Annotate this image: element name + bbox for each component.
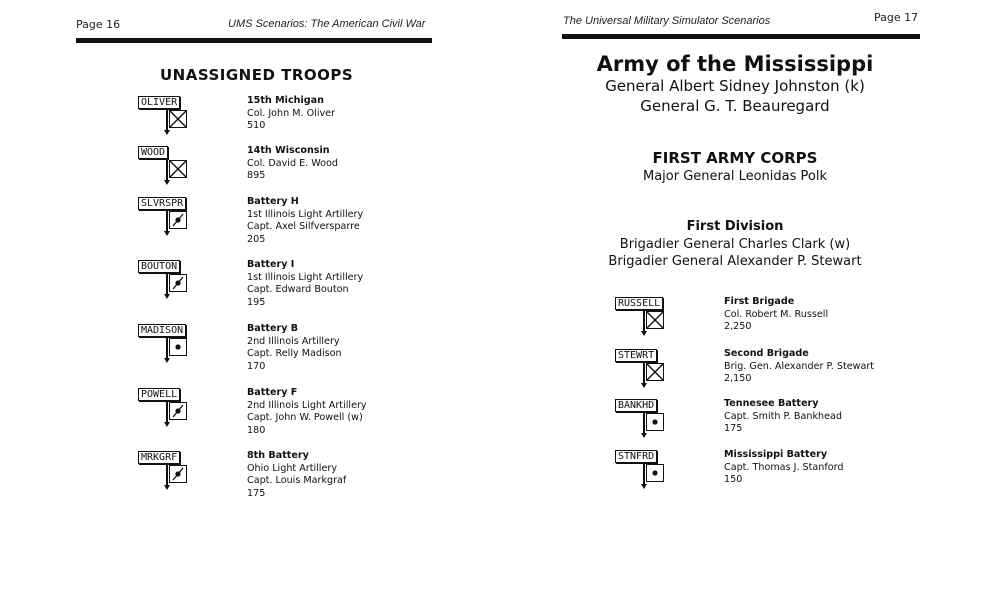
unit-symbol bbox=[138, 96, 198, 136]
unit-info bbox=[247, 323, 342, 373]
unit-strength: 170 bbox=[247, 360, 266, 372]
division-heading bbox=[485, 218, 985, 270]
artillery-slash-symbol-icon bbox=[170, 212, 186, 228]
division-commander: Brigadier General Charles Clark (w) bbox=[619, 237, 851, 252]
arrow-down-icon bbox=[164, 231, 170, 236]
unit-symbol bbox=[615, 297, 675, 337]
unit-box bbox=[169, 160, 187, 178]
unit-info bbox=[724, 449, 843, 487]
unit-tag: MRKGRF bbox=[138, 451, 180, 464]
unit-box bbox=[169, 402, 187, 420]
unit-box bbox=[646, 311, 664, 329]
unit-strength: 205 bbox=[247, 233, 266, 245]
unit-info bbox=[247, 196, 363, 246]
unit-detail: Capt. John W. Powell (w) bbox=[247, 412, 363, 423]
unit-tag: MADISON bbox=[138, 324, 186, 337]
infantry-symbol-icon bbox=[170, 111, 186, 127]
arrow-down-icon bbox=[641, 331, 647, 336]
unit-detail: Col. John M. Oliver bbox=[247, 107, 336, 119]
infantry-symbol-icon bbox=[170, 161, 186, 177]
unit-detail: Col. Robert M. Russell bbox=[724, 308, 829, 320]
unit-box bbox=[169, 465, 187, 483]
unit-symbol bbox=[138, 324, 198, 364]
unit-name: First Brigade bbox=[724, 296, 795, 307]
arrow-down-icon bbox=[164, 294, 170, 299]
artillery-symbol-icon bbox=[647, 414, 663, 430]
header-title: UMS Scenarios: The American Civil War bbox=[228, 18, 426, 30]
unit-strength: 510 bbox=[247, 120, 266, 131]
artillery-slash-symbol-icon bbox=[170, 275, 186, 291]
arrow-down-icon bbox=[641, 383, 647, 388]
unit-name: Battery H bbox=[247, 196, 299, 207]
unit-tag: STEWRT bbox=[615, 349, 657, 362]
infantry-symbol-icon bbox=[647, 312, 663, 328]
arrow-down-icon bbox=[641, 433, 647, 438]
unit-box bbox=[169, 274, 187, 292]
unit-strength: 180 bbox=[247, 424, 266, 436]
artillery-symbol-icon bbox=[170, 339, 186, 355]
unit-detail: 1st Illinois Light Artillery bbox=[247, 271, 364, 283]
unit-info bbox=[247, 145, 338, 183]
unit-name: Battery I bbox=[247, 259, 295, 270]
arrow-down-icon bbox=[641, 484, 647, 489]
unit-box bbox=[169, 110, 187, 128]
unit-box bbox=[646, 363, 664, 381]
unit-box bbox=[646, 413, 664, 431]
unit-info bbox=[247, 259, 363, 309]
division-commander: Brigadier General Alexander P. Stewart bbox=[608, 254, 862, 269]
arrow-down-icon bbox=[164, 422, 170, 427]
unit-tag: POWELL bbox=[138, 388, 180, 401]
unit-info bbox=[724, 398, 842, 436]
unit-tag: BOUTON bbox=[138, 260, 180, 273]
unit-strength: 150 bbox=[724, 474, 743, 485]
unit-symbol bbox=[615, 349, 675, 389]
unit-name: 8th Battery bbox=[247, 450, 309, 461]
arrow-down-icon bbox=[164, 485, 170, 490]
artillery-slash-symbol-icon bbox=[170, 466, 186, 482]
artillery-symbol-icon bbox=[647, 465, 663, 481]
unit-info bbox=[247, 450, 346, 500]
unit-tag: RUSSELL bbox=[615, 297, 663, 310]
corps-title: FIRST ARMY CORPS bbox=[652, 149, 818, 167]
unit-name: Second Brigade bbox=[724, 348, 809, 359]
unit-symbol bbox=[138, 197, 198, 237]
right-page bbox=[500, 0, 1000, 610]
unit-symbol bbox=[615, 450, 675, 490]
unit-strength: 2,250 bbox=[724, 321, 752, 332]
unit-detail: Capt. Relly Madison bbox=[247, 348, 342, 359]
unit-detail: Capt. Thomas J. Stanford bbox=[724, 461, 844, 473]
artillery-slash-symbol-icon bbox=[170, 403, 186, 419]
unit-info bbox=[247, 387, 367, 437]
unit-detail: 1st Illinois Light Artillery bbox=[247, 208, 364, 220]
army-title: Army of the Mississippi bbox=[596, 52, 874, 76]
army-commander: General G. T. Beauregard bbox=[640, 97, 830, 115]
page-number: Page 16 bbox=[76, 18, 121, 31]
unit-detail: Capt. Edward Bouton bbox=[247, 284, 349, 295]
unit-detail: Col. David E. Wood bbox=[247, 157, 338, 169]
unit-box bbox=[169, 338, 187, 356]
unit-symbol bbox=[138, 388, 198, 428]
unit-name: Battery F bbox=[247, 387, 298, 398]
unit-box bbox=[169, 211, 187, 229]
unit-symbol bbox=[138, 451, 198, 491]
header-rule bbox=[76, 38, 432, 43]
unit-symbol bbox=[138, 260, 198, 300]
header-title: The Universal Military Simulator Scenarios bbox=[563, 15, 771, 27]
division-title: First Division bbox=[686, 219, 784, 234]
unit-strength: 195 bbox=[247, 296, 266, 308]
army-commander: General Albert Sidney Johnston (k) bbox=[605, 77, 865, 95]
unit-tag: OLIVER bbox=[138, 96, 180, 109]
unit-tag: BANKHD bbox=[615, 399, 657, 412]
corps-commander: Major General Leonidas Polk bbox=[643, 169, 827, 184]
unit-detail: 2nd Illinois Light Artillery bbox=[247, 399, 367, 411]
unit-info bbox=[724, 296, 828, 334]
unit-symbol bbox=[615, 399, 675, 439]
unit-tag: WOOD bbox=[138, 146, 168, 159]
unit-tag: SLVRSPR bbox=[138, 197, 186, 210]
header-rule bbox=[562, 34, 920, 39]
unit-strength: 2,150 bbox=[724, 373, 752, 384]
infantry-symbol-icon bbox=[647, 364, 663, 380]
unit-strength: 175 bbox=[724, 423, 743, 434]
unit-name: Tennesee Battery bbox=[724, 398, 819, 409]
unit-strength: 895 bbox=[247, 170, 266, 181]
unit-detail: Capt. Smith P. Bankhead bbox=[724, 410, 842, 422]
army-heading bbox=[485, 52, 985, 116]
arrow-down-icon bbox=[164, 180, 170, 185]
arrow-down-icon bbox=[164, 358, 170, 363]
section-title: UNASSIGNED TROOPS bbox=[160, 66, 354, 84]
unit-name: Battery B bbox=[247, 323, 299, 334]
unit-info bbox=[724, 348, 874, 386]
arrow-down-icon bbox=[164, 130, 170, 135]
unit-strength: 175 bbox=[247, 487, 266, 499]
unit-detail: Ohio Light Artillery bbox=[247, 462, 337, 474]
unit-detail: Brig. Gen. Alexander P. Stewart bbox=[724, 360, 875, 372]
page-number: Page 17 bbox=[874, 11, 919, 24]
unit-detail: Capt. Louis Markgraf bbox=[247, 475, 347, 486]
unit-detail: 2nd Illinois Artillery bbox=[247, 335, 340, 347]
unit-name: 14th Wisconsin bbox=[247, 145, 330, 156]
unit-name: Mississippi Battery bbox=[724, 449, 828, 460]
corps-heading bbox=[485, 149, 985, 186]
unit-info bbox=[247, 95, 335, 133]
unit-name: 15th Michigan bbox=[247, 95, 324, 106]
unit-tag: STNFRD bbox=[615, 450, 657, 463]
unit-symbol bbox=[138, 146, 198, 186]
unit-detail: Capt. Axel Silfversparre bbox=[247, 221, 360, 232]
unit-box bbox=[646, 464, 664, 482]
